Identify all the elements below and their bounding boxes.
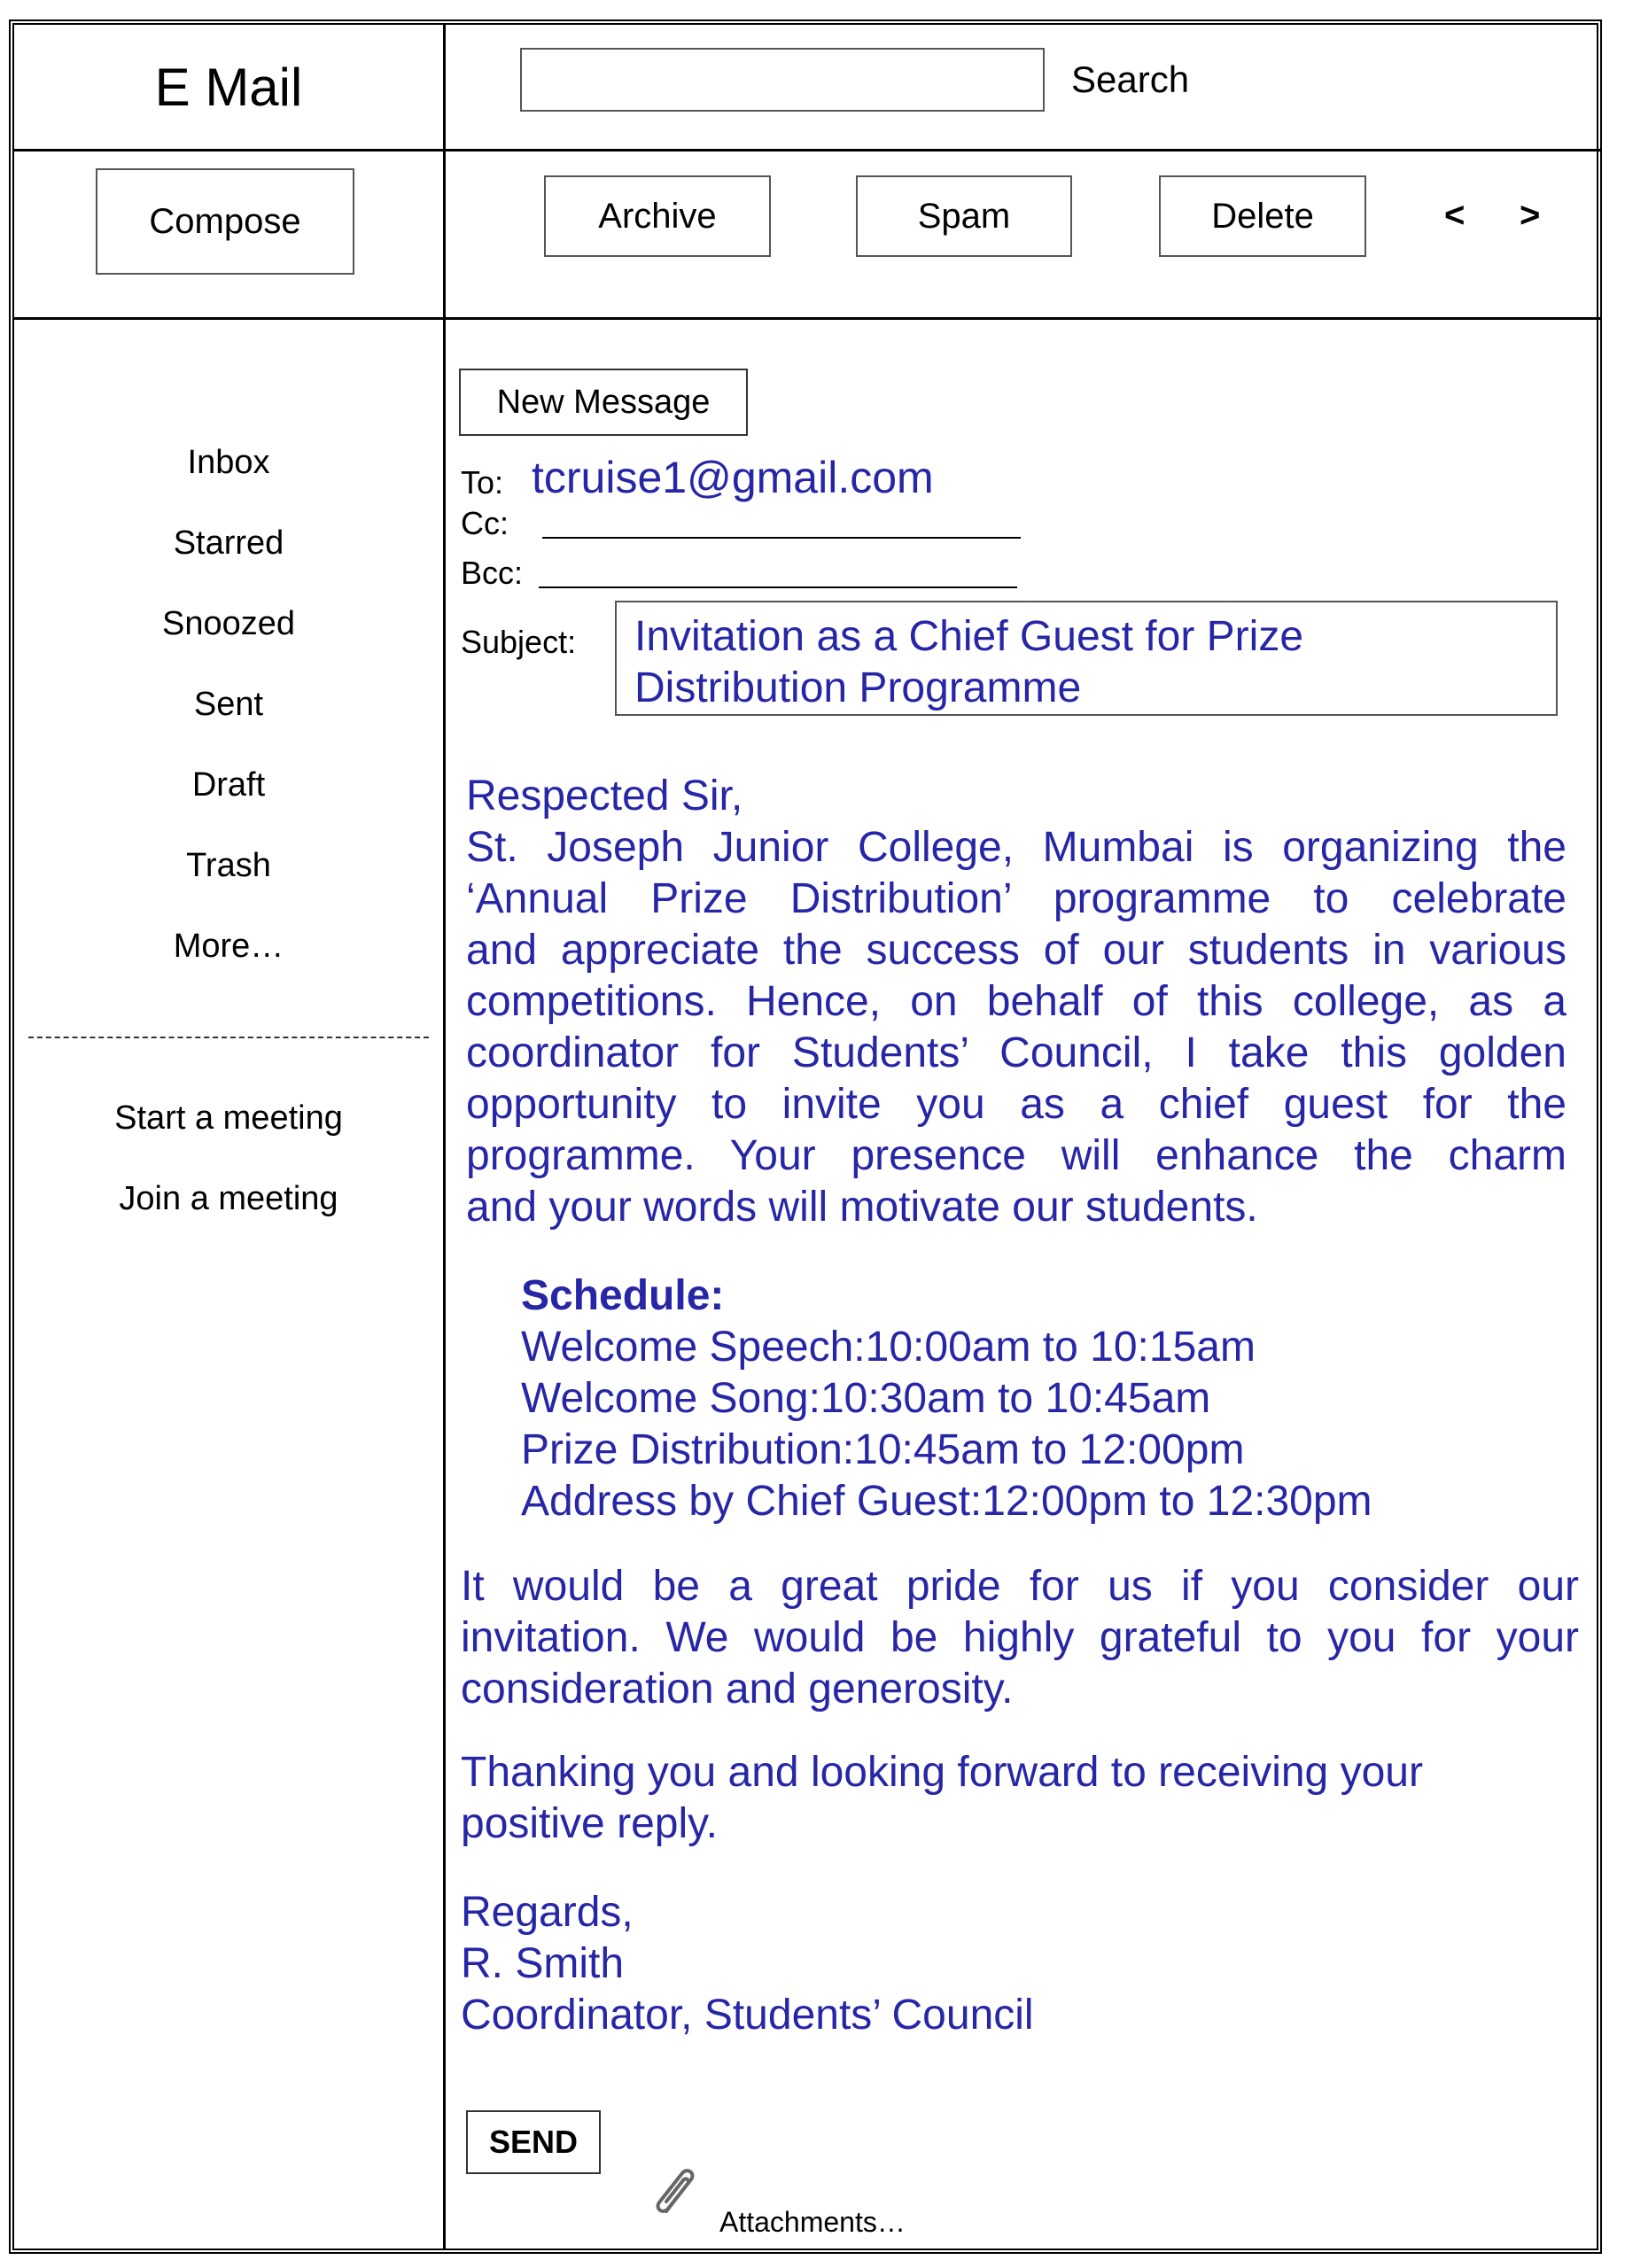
app-title: E Mail [154, 57, 303, 117]
body-para-line: Thanking you and looking forward to receiving your [461, 1749, 1423, 1796]
body-para-line: competitions. Hence, on behalf of this college, as a [466, 978, 1567, 1025]
start-meeting-link[interactable]: Start a meeting [114, 1099, 343, 1137]
sidebar-item-inbox[interactable]: Inbox [187, 444, 270, 481]
delete-button[interactable]: Delete [1159, 175, 1366, 257]
schedule-item: Welcome Song:10:30am to 10:45am [521, 1375, 1211, 1422]
compose-button[interactable]: Compose [96, 168, 354, 275]
to-label: To: [461, 464, 504, 501]
send-button[interactable]: SEND [466, 2110, 601, 2174]
sidebar-item-trash[interactable]: Trash [186, 847, 271, 884]
schedule-item: Address by Chief Guest:12:00pm to 12:30pm [521, 1478, 1372, 1525]
search-input[interactable] [520, 48, 1045, 112]
schedule-heading: Schedule: [521, 1272, 725, 1319]
toolbar-divider [14, 317, 1602, 320]
sidebar-item-draft[interactable]: Draft [191, 766, 266, 804]
next-page-button[interactable]: > [1520, 196, 1541, 235]
sidebar-divider [443, 25, 446, 2249]
attachments-link[interactable]: Attachments… [719, 2206, 906, 2238]
to-field[interactable]: tcruise1@gmail.com [532, 453, 934, 502]
new-message-header: New Message [459, 369, 748, 436]
body-para-line: and your words will motivate our students. [466, 1184, 1258, 1231]
body-para-line: consideration and generosity. [461, 1666, 1014, 1713]
signature-line: Regards, [461, 1889, 634, 1936]
body-para-line: ‘Annual Prize Distribution’ programme to celebrate [466, 875, 1567, 922]
schedule-block [521, 1270, 1540, 1527]
join-meeting-link[interactable]: Join a meeting [119, 1180, 338, 1217]
body-para-line: St. Joseph Junior College, Mumbai is organizing the [466, 824, 1567, 871]
body-para-line: positive reply. [461, 1800, 718, 1847]
closing-paragraph [461, 1561, 1579, 1715]
sidebar-item-more[interactable]: More… [173, 928, 284, 965]
greeting: Respected Sir, [466, 773, 743, 819]
body-para-line: It would be a great pride for us if you consider our [461, 1563, 1579, 1610]
schedule-item: Welcome Speech:10:00am to 10:15am [521, 1324, 1256, 1371]
subject-line-2: Distribution Programme [634, 664, 1082, 711]
body-para-line: programme. Your presence will enhance the charm [466, 1132, 1567, 1179]
previous-page-button[interactable]: < [1444, 196, 1466, 235]
archive-button[interactable]: Archive [544, 175, 771, 257]
signature-line: Coordinator, Students’ Council [461, 1992, 1034, 2039]
sidebar-item-sent[interactable]: Sent [193, 686, 264, 723]
body-para-line: invitation. We would be highly grateful to you for your [461, 1614, 1579, 1661]
bcc-field[interactable] [539, 586, 1017, 588]
cc-label: Cc: [461, 505, 509, 541]
sidebar-separator [28, 1037, 429, 1038]
sidebar-item-snoozed[interactable]: Snoozed [161, 605, 295, 642]
sidebar-item-starred[interactable]: Starred [173, 524, 284, 562]
signature-block [461, 1887, 1347, 2041]
subject-field[interactable] [615, 601, 1558, 716]
body-para-line: coordinator for Students’ Council, I take this golden [466, 1029, 1567, 1076]
bcc-label: Bcc: [461, 555, 524, 591]
search-label[interactable]: Search [1071, 58, 1190, 100]
paperclip-icon[interactable] [647, 2162, 709, 2228]
cc-field[interactable] [542, 537, 1021, 539]
spam-button[interactable]: Spam [856, 175, 1072, 257]
body-para-line: opportunity to invite you as a chief guest for the [466, 1081, 1567, 1128]
subject-line-1: Invitation as a Chief Guest for Prize [634, 613, 1304, 660]
body-para-line: and appreciate the success of our students in various [466, 927, 1567, 974]
message-body[interactable] [466, 771, 1567, 1233]
header-divider [14, 149, 1602, 151]
signature-line: R. Smith [461, 1940, 625, 1987]
schedule-item: Prize Distribution:10:45am to 12:00pm [521, 1426, 1245, 1473]
subject-label: Subject: [461, 624, 577, 660]
thanks-paragraph [461, 1747, 1579, 1850]
